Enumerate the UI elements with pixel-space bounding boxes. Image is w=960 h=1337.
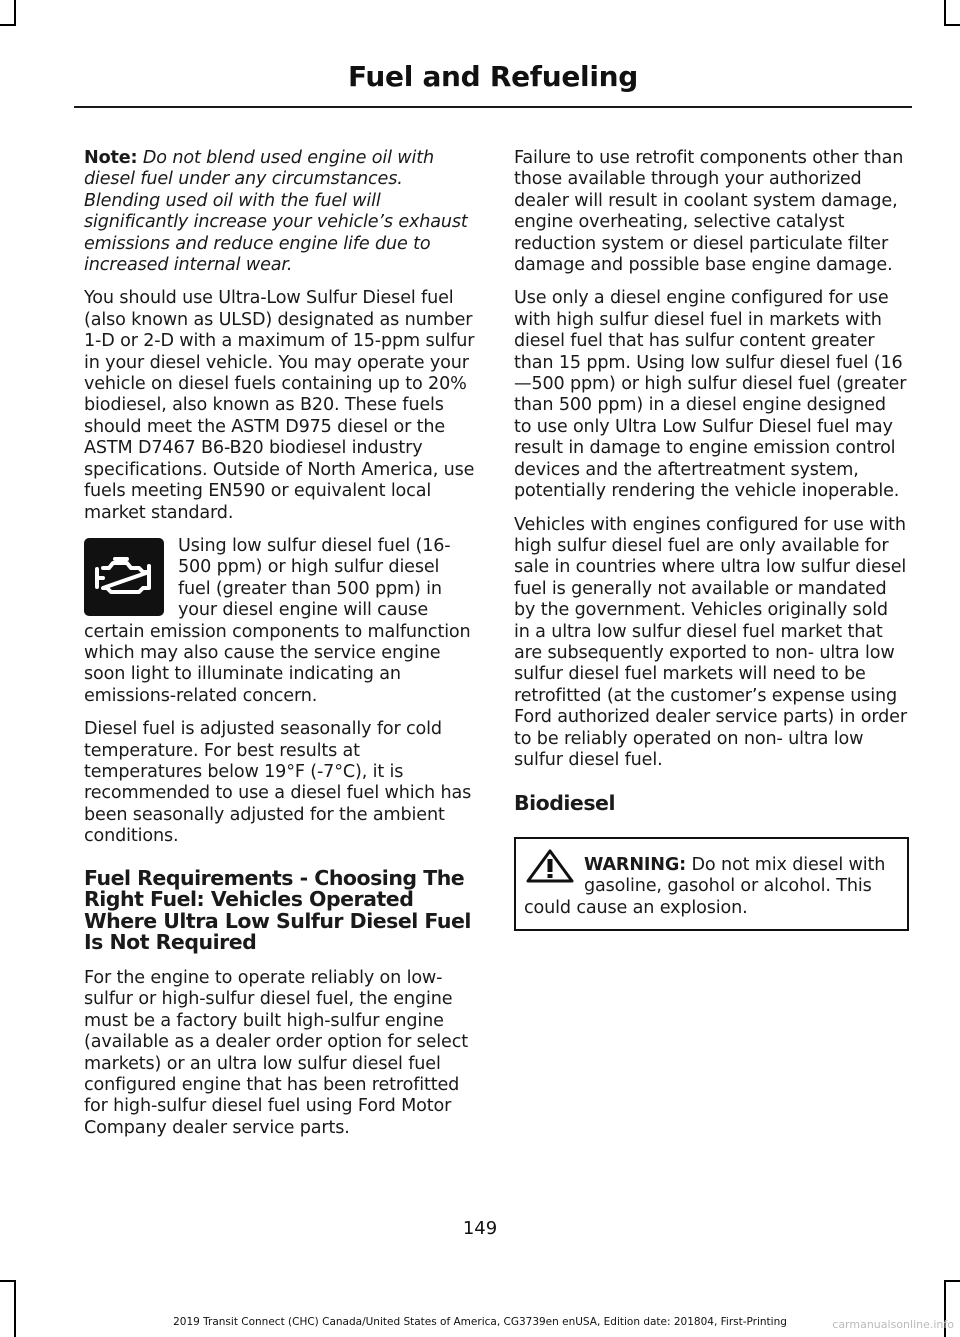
footer-text: 2019 Transit Connect (CHC) Canada/United States of America, CG3739en enUSA, Edition date: 201804, First-Printing (173, 1316, 787, 1328)
crop-mark (944, 0, 946, 26)
low-sulfur-text: Using low sulfur diesel fuel (16-500 ppm) or high sulfur diesel fuel (greater than 500 ppm) in your diesel engine will cause certain emission components to malfunction which may also cause the service engine soon light to illuminate indicating an emissions-related concern. (84, 535, 471, 706)
page-number: 149 (462, 1218, 498, 1239)
crop-mark (946, 1280, 960, 1282)
note-text: Do not blend used engine oil with diesel fuel under any circumstances. Blending used oil with the fuel will significantly increase your vehicle’s exhaust emissions and reduce engine life due to increased internal wear. (84, 148, 468, 276)
crop-mark (14, 0, 16, 26)
crop-mark (14, 1280, 16, 1337)
low-sulfur-paragraph (84, 536, 476, 707)
check-engine-icon (84, 538, 164, 616)
ulsd-paragraph: You should use Ultra-Low Sulfur Diesel fuel (also known as ULSD) designated as number 1-D or 2-D with a maximum of 15-ppm sulfur in your diesel vehicle. You may operate your vehicle on diesel fuels containing up to 20% biodiesel, also known as B20. These fuels should meet the ASTM D975 diesel or the ASTM D7467 B6-B20 biodiesel industry specifications. Outside of North America, use fuels meeting EN590 or equivalent local market standard. (84, 288, 475, 523)
warning-label: WARNING: (584, 854, 687, 875)
right-column (514, 148, 908, 931)
crop-mark (946, 24, 960, 26)
engine-paragraph: For the engine to operate reliably on low-sulfur or high-sulfur diesel fuel, the engine must be a factory built high-sulfur engine (available as a dealer order option for select markets) or an ultra low sulfur diesel fuel configured engine that has been retrofitted for high-sulfur diesel fuel using Ford Motor Company dealer service parts. (84, 967, 468, 1138)
crop-mark (0, 24, 14, 26)
seasonal-paragraph: Diesel fuel is adjusted seasonally for cold temperature. For best results at temperatures below 19°F (-7°C), it is recommended to use a diesel fuel which has been seasonally adjusted for the ambient conditions. (84, 719, 472, 847)
retrofit-paragraph: Failure to use retrofit components other than those available through your authorized dealer will result in coolant system damage, engine overheating, selective catalyst reduction system or diesel particulate filter damage and possible base engine damage. (514, 148, 904, 276)
crop-mark (0, 1280, 14, 1282)
warning-triangle-icon (526, 849, 574, 889)
left-column (84, 148, 476, 1151)
biodiesel-heading: Biodiesel (514, 791, 615, 816)
warning-box (514, 837, 909, 931)
configured-paragraph: Use only a diesel engine configured for use with high sulfur diesel fuel in markets with diesel fuel that has sulfur content greater than 15 ppm. Using low sulfur diesel fuel (16—500 ppm) or high sulfur diesel fuel (greater than 500 ppm) in a diesel engine designed to use only Ultra Low Sulfur Diesel fuel may result in damage to engine emission control devices and the aftertreatment system, potentially rendering the vehicle inoperable. (514, 288, 907, 502)
page-title: Fuel and Refueling (347, 60, 638, 93)
header-divider (74, 106, 912, 108)
note-paragraph (84, 148, 476, 276)
watermark: carmanualsonline.info (832, 1318, 954, 1331)
note-label: Note: (84, 148, 138, 168)
warning-text: Do not mix diesel with gasoline, gasohol or alcohol. This could cause an explosion. (524, 854, 886, 918)
vehicles-paragraph: Vehicles with engines configured for use with high sulfur diesel fuel are only available for sale in countries where ultra low sulfur diesel fuel is generally not available or mandated by the government. Vehicles originally sold in a ultra low sulfur diesel fuel market that are subsequently exported to non- ultra low sulfur diesel fuel markets will need to be retrofitted (at the customer’s expense using Ford authorized dealer service parts) in order to be reliably operated on non- ultra low sulfur diesel fuel. (514, 514, 907, 770)
section-heading: Fuel Requirements - Choosing The Right Fuel: Vehicles Operated Where Ultra Low Sulfur Diesel Fuel Is Not Required (84, 865, 471, 955)
